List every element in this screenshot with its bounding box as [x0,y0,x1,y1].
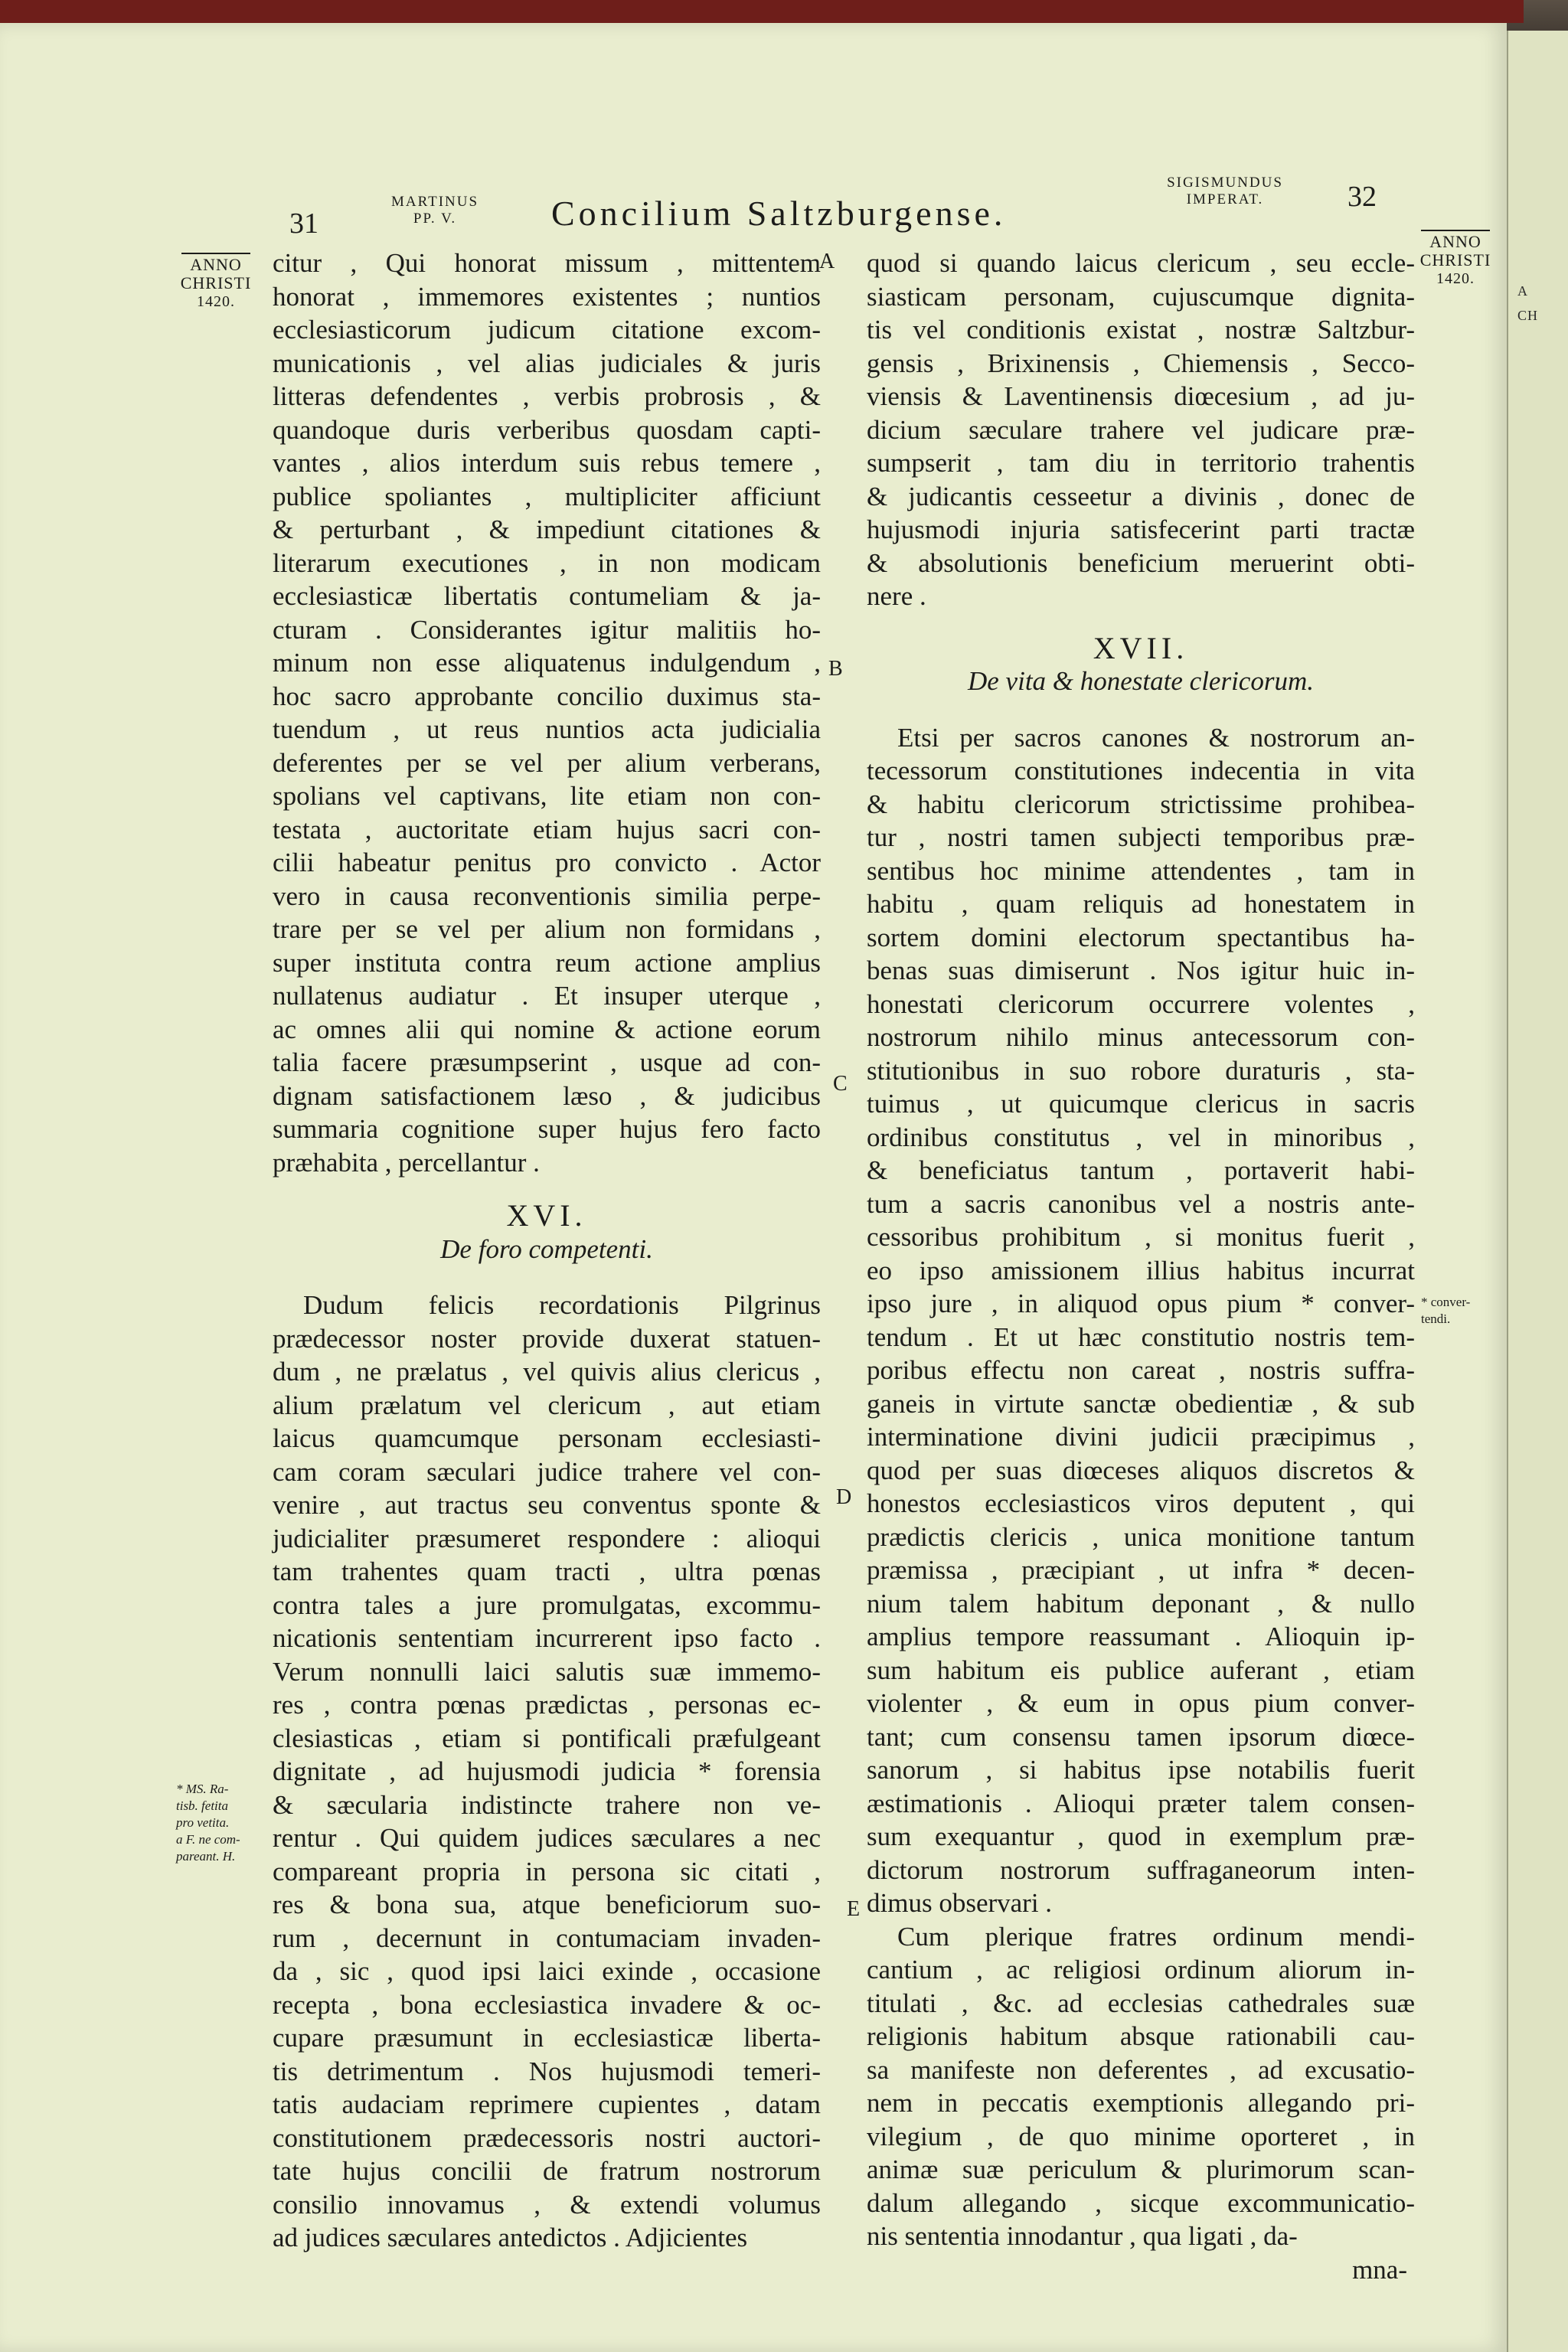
right-column [867,247,1415,2286]
text-line: quandoque duris verberibus quosdam capti- [273,414,821,445]
text-line: dalum allegando , sicque excommunicatio- [867,2187,1415,2218]
section-letter-a: A [819,250,835,273]
text-line: tur , nostri tamen subjecti temporibus præ- [867,822,1415,852]
text-line: spolians vel captivans, lite etiam non con- [273,781,821,811]
text-line: animæ suæ periculum & plurimorum scan- [867,2154,1415,2184]
text-line: hujusmodi injuria satisfecerint parti tractæ [867,514,1415,544]
text-line: habitu , quam reliquis ad honestatem in [867,889,1415,919]
footnote-left [176,1781,283,1865]
text-line: nem in peccatis exemptionis allegando pri- [867,2088,1415,2118]
text-line: tuimus , ut quicumque clericus in sacris [867,1089,1415,1119]
text-line: & absolutionis beneficium meruerint obti- [867,547,1415,578]
section-letter-d: D [836,1485,852,1509]
text-line: cturam . Considerantes igitur malitiis ho- [273,614,821,645]
text-line: cantium , ac religiosi ordinum aliorum in- [867,1955,1415,1984]
text-line: cessoribus prohibitum , si monitus fuerit , [867,1222,1415,1252]
text-line: tecessorum constitutiones indecentia in vita [867,756,1415,786]
left-page-number: 31 [289,207,318,240]
text-line: viensis & Laventinensis diœcesium , ad ju- [867,381,1415,411]
text-line: res & bona sua, atque beneficiorum suo- [273,1890,821,1919]
left-running-header [381,194,488,227]
footnote-left-line2: tisb. fetita [176,1798,228,1813]
text-line: super instituta contra reum actione amplius [273,947,821,978]
book-page [0,23,1507,2352]
text-line: ordinibus constitutus , vel in minoribus , [867,1122,1415,1152]
text-line: & beneficiatus tantum , portaverit habi- [867,1155,1415,1185]
anno-right-line1: ANNO [1429,232,1481,251]
text-line: vantes , alios interdum suis rebus temere , [273,448,821,478]
text-line: Etsi per sacros canones & nostrorum an- [897,722,1415,753]
text-line: dictorum nostrorum suffraganeorum inten- [867,1854,1415,1885]
text-line: quod per suas diœceses aliquos discretos & [867,1455,1415,1485]
text-line: poribus effectu non careat , nostris suffra- [867,1355,1415,1385]
text-line: sumpserit , tam diu in territorio trahentis [867,448,1415,478]
text-line: tum a sacris canonibus vel a nostris ante- [867,1188,1415,1219]
text-line: recepta , bona ecclesiastica invadere & oc- [273,1989,821,2020]
text-line: religionis habitum absque rationabili cau- [867,2021,1415,2051]
right-page-number: 32 [1348,181,1377,213]
footnote-left-line5: pareant. H. [176,1849,236,1864]
text-line: violenter , & eum in opus pium conver- [867,1688,1415,1718]
anno-right-year: 1420. [1436,270,1475,287]
text-line: rentur . Qui quidem judices sæculares a nec [273,1823,821,1853]
anno-christi-left [170,253,262,311]
right-header-line2: IMPERAT. [1186,191,1264,207]
right-paragraph-2 [867,721,1415,1920]
text-line: Dudum felicis recordationis Pilgrinus [303,1290,821,1320]
text-line: sanorum , si habitus ipse notabilis fuerit [867,1755,1415,1785]
anno-rule-right [1421,230,1490,231]
anno-left-line1: ANNO [190,255,242,274]
text-line: tant; cum consensu tamen ipsorum diœce- [867,1721,1415,1752]
text-line: rum , decernunt in contumaciam invaden- [273,1922,821,1953]
text-line: sa manifeste non deferentes , ad excusatio- [867,2054,1415,2085]
text-line: tendum . Et ut hæc constitutio nostris tem- [867,1321,1415,1352]
right-paragraph-3 [867,1920,1415,2253]
section-letter-e: E [847,1897,861,1921]
text-line: sortem domini electorum spectantibus ha- [867,922,1415,952]
text-line: dignam satisfactionem læso , & judicibus [273,1080,821,1111]
right-running-header [1156,175,1294,208]
text-line: summaria cognitione super hujus fero facto [273,1114,821,1144]
text-line: eo ipso amissionem illius habitus incurrat [867,1255,1415,1285]
text-line: talia facere præsumpserint , usque ad con- [273,1047,821,1077]
left-column [273,247,821,2255]
text-line: tuendum , ut reus nuntios acta judicialia [273,714,821,744]
text-line: æstimationis . Alioqui præter talem consen- [867,1788,1415,1818]
text-line: municationis , vel alias judiciales & juris [273,348,821,378]
anno-left-year: 1420. [197,293,235,310]
text-line: deferentes per se vel per alium verberans, [273,747,821,778]
adjacent-page-fragment-1: A [1517,283,1528,299]
text-line: trare per se vel per alium non formidans , [273,914,821,944]
text-line: cilii habeatur penitus pro convicto . Actor [273,848,821,877]
text-line: cupare præsumunt in ecclesiasticæ liberta- [273,2023,821,2053]
text-line: testata , auctoritate etiam hujus sacri con- [273,814,821,844]
text-line: ecclesiasticorum judicum citatione excom- [273,315,821,345]
text-line: tis vel conditionis existat , nostræ Saltzbur- [867,315,1415,345]
text-line: ganeis in virtute sanctæ obedientiæ , & sub [867,1388,1415,1419]
text-line: Verum nonnulli laici salutis suæ immemo- [273,1656,821,1687]
text-line: stitutionibus in suo robore duraturis , sta- [867,1055,1415,1086]
text-line: præmissa , præcipiant , ut infra * decen- [867,1555,1415,1585]
text-line: nium talem habitum deponant , & nullo [867,1588,1415,1619]
text-line: titulati , &c. ad ecclesias cathedrales suæ [867,1988,1415,2018]
text-line: literarum executiones , in non modicam [273,547,821,578]
left-header-line2: PP. V. [413,211,457,227]
text-line: sentibus hoc minime attendentes , tam in [867,855,1415,886]
anno-left-line2: CHRISTI [180,273,252,292]
text-line: ad judices sæculares antedictos . Adjicientes [273,2223,748,2252]
adjacent-page-fragment-2: CH [1517,308,1539,323]
right-paragraph-1 [867,247,1415,613]
text-line: ecclesiasticæ libertatis contumeliam & ja- [273,581,821,611]
text-line: constitutionem prædecessoris nostri auctori- [273,2122,821,2153]
right-header-line1: SIGISMUNDUS [1167,175,1283,191]
footnote-right-line2: tendi. [1421,1312,1451,1326]
text-line: tam trahentes quam tracti , ultra pœnas [273,1557,821,1586]
text-line: alium prælatum vel clericum , aut etiam [273,1390,821,1420]
left-paragraph-2 [273,1289,821,2255]
text-line: da , sic , quod ipsi laici exinde , occasione [273,1956,821,1986]
footnote-right-line1: * conver- [1421,1295,1471,1309]
text-line: tate hujus concilii de fratrum nostrorum [273,2156,821,2186]
text-line: nere . [867,581,926,611]
text-line: nostrorum nihilo minus antecessorum con- [867,1022,1415,1052]
left-header-line1: MARTINUS [390,194,479,210]
text-line: tatis audaciam reprimere cupientes , datam [273,2089,821,2119]
text-line: dimus observari . [867,1888,1053,1918]
text-line: venire , aut tractus seu conventus sponte & [273,1490,821,1520]
text-line: contra tales a jure promulgatas, excommu- [273,1589,821,1620]
section-title-xvi: De foro competenti. [440,1233,653,1264]
text-line: judicialiter præsumeret respondere : alioqui [273,1523,821,1553]
text-line: prædictis clericis , unica monitione tantum [867,1521,1415,1552]
text-line: ac omnes alii qui nomine & actione eorum [273,1014,821,1044]
text-line: clesiasticas , etiam si pontificali præfulgeant [273,1723,821,1753]
section-title-xvii: De vita & honestate clericorum. [968,666,1314,696]
text-line: minum non esse aliquatenus indulgendum , [273,648,821,678]
text-line: tis detrimentum . Nos hujusmodi temeri- [273,2056,821,2086]
text-line: dignitate , ad hujusmodi judicia * forensia [273,1756,821,1786]
text-line: publice spoliantes , multipliciter afficiunt [273,481,821,511]
text-line: litteras defendentes , verbis probrosis , & [273,381,821,411]
catchword: mna- [1352,2254,1407,2285]
text-line: cam coram sæculari judice trahere vel con- [273,1456,821,1487]
text-line: honestos ecclesiasticos viros deputent , qui [867,1488,1415,1518]
text-line: amplius tempore reassumant . Alioquin ip- [867,1622,1415,1651]
text-line: & sæcularia indistincte trahere non ve- [273,1789,821,1820]
footnote-left-line4: a F. ne com- [176,1832,240,1847]
text-line: interminatione divini judicii præcipimus , [867,1422,1415,1452]
text-line: gensis , Brixinensis , Chiemensis , Secco- [867,348,1415,378]
text-line: nicationis sententiam incurrerent ipso facto . [273,1623,821,1653]
left-paragraph-1 [273,247,821,1179]
text-line: Cum plerique fratres ordinum mendi- [897,1921,1415,1952]
text-line: vero in causa reconventionis similia perpe- [273,880,821,911]
text-line: hoc sacro approbante concilio duximus sta- [273,681,821,711]
page-title: Concilium Saltzburgense. [551,194,1007,233]
section-letter-b: B [828,657,843,681]
text-line: dum , ne prælatus , vel quivis alius clericus , [273,1357,821,1387]
section-heading-xvii: XVII. [1093,630,1189,665]
text-line: prædecessor noster provide duxerat statuen- [273,1323,821,1354]
text-line: citur , Qui honorat missum , mittentem [273,248,821,278]
text-line: honestati clericorum occurrere volentes , [867,988,1415,1019]
book-cover-edge [0,0,1524,23]
adjacent-page-edge [1507,31,1568,2352]
text-line: sum habitum eis publice auferant , etiam [867,1655,1415,1685]
text-line: compareant propria in persona sic citati , [273,1856,821,1886]
footnote-right [1421,1294,1498,1328]
text-line: honorat , immemores existentes ; nuntios [273,281,821,312]
text-line: laicus quamcumque personam ecclesiasti- [273,1423,821,1453]
section-letter-c: C [833,1072,848,1096]
anno-rule-left [181,253,250,254]
text-line: vilegium , de quo minime oporteret , in [867,2121,1415,2151]
section-heading-xvi: XVI. [506,1198,587,1233]
anno-christi-right [1410,230,1501,288]
anno-right-line2: CHRISTI [1419,250,1491,270]
text-line: quod si quando laicus clericum , seu eccle- [867,248,1415,278]
footnote-left-line3: pro vetita. [176,1815,230,1830]
text-line: præhabita , percellantur . [273,1147,540,1178]
text-line: nis sententia innodantur , qua ligati , da- [867,2221,1298,2251]
footnote-left-line1: * MS. Ra- [176,1782,229,1796]
text-line: sum exequantur , quod in exemplum præ- [867,1821,1415,1851]
text-line: nullatenus audiatur . Et insuper uterque , [273,981,821,1011]
text-line: benas suas dimiserunt . Nos igitur huic in- [867,956,1415,985]
text-line: consilio innovamus , & extendi volumus [273,2189,821,2220]
text-line: & habitu clericorum strictissime prohibea- [867,789,1415,819]
text-line: & judicantis cesseetur a divinis , donec de [867,481,1415,511]
text-line: & perturbant , & impediunt citationes & [273,514,821,544]
text-line: res , contra pœnas prædictas , personas ec- [273,1690,821,1720]
text-line: dicium sæculare trahere vel judicare præ- [867,414,1415,445]
text-line: siasticam personam, cujuscumque dignita- [867,281,1415,312]
text-line: ipso jure , in aliquod opus pium * conver- [867,1289,1415,1318]
